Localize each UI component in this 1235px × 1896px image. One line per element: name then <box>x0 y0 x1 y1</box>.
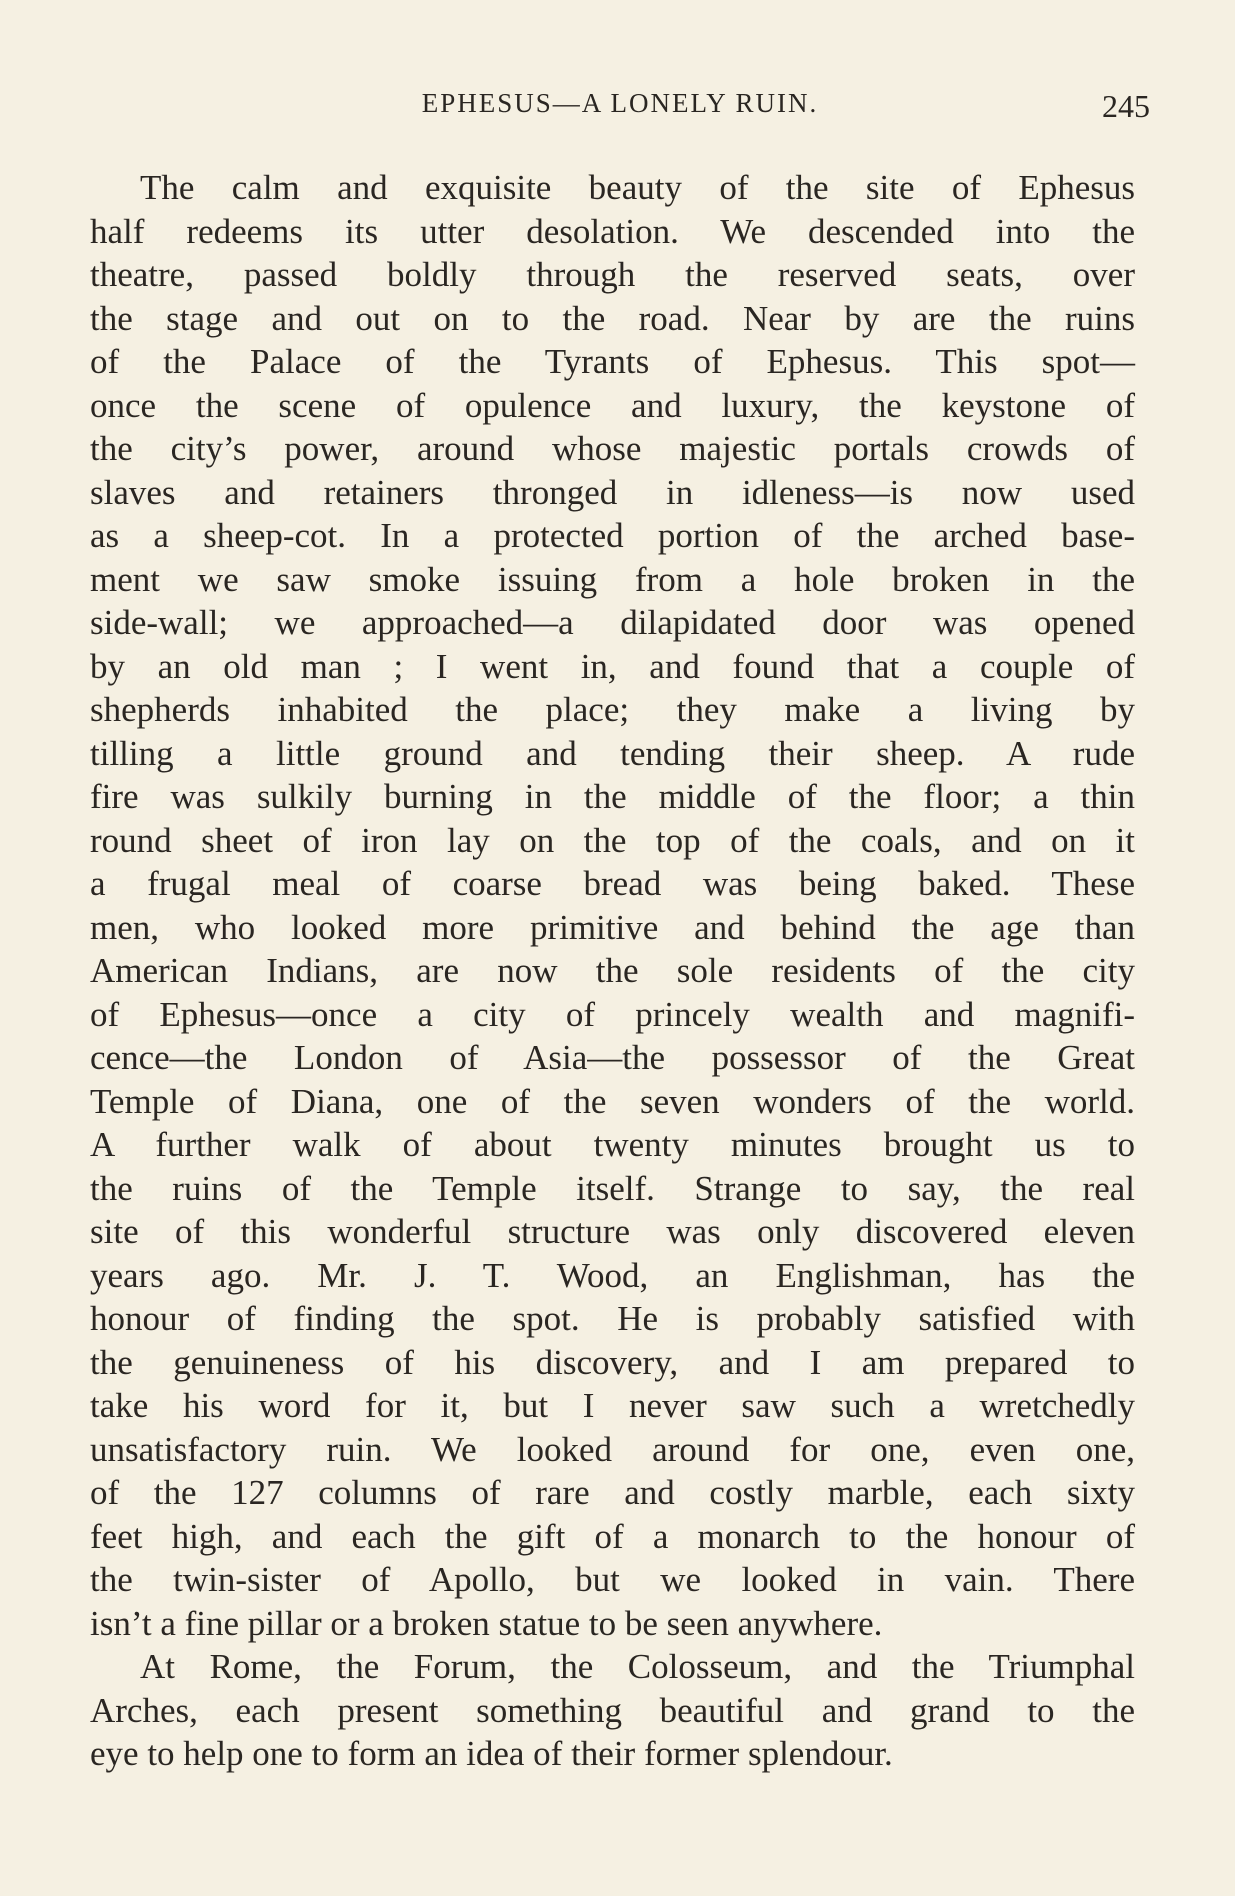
text-line: once the scene of opulence and luxury, the keystone of <box>90 385 1135 425</box>
text-line: of Ephesus—once a city of princely wealth and magnifi- <box>90 994 1135 1034</box>
text-line: the twin-sister of Apollo, but we looked in vain. There <box>90 1560 1135 1599</box>
text-line: shepherds inhabited the place; they make a living by <box>90 690 1135 729</box>
text-line: side-wall; we approached—a dilapidated door was opened <box>90 603 1135 642</box>
text-line: the ruins of the Temple itself. Strange to say, the real <box>90 1168 1135 1208</box>
text-line: feet high, and each the gift of a monarch to the honour of <box>90 1516 1135 1556</box>
text-line: fire was sulkily burning in the middle of the floor; a thin <box>90 777 1135 816</box>
text-line: the stage and out on to the road. Near by are the ruins <box>90 298 1135 338</box>
text-line: The calm and exquisite beauty of the site of Ephesus <box>140 168 1135 207</box>
text-line: honour of finding the spot. He is probably satisfied with <box>90 1299 1135 1338</box>
text-line: of the Palace of the Tyrants of Ephesus. This spot— <box>90 342 1135 381</box>
text-line: of the 127 columns of rare and costly marble, each sixty <box>90 1473 1135 1512</box>
text-line: site of this wonderful structure was only discovered eleven <box>90 1212 1135 1251</box>
text-line: Temple of Diana, one of the seven wonders of the world. <box>90 1081 1135 1121</box>
text-line: round sheet of iron lay on the top of the coals, and on it <box>90 820 1135 860</box>
text-line: as a sheep-cot. In a protected portion of the arched base- <box>90 516 1135 555</box>
text-line: unsatisfactory ruin. We looked around for one, even one, <box>90 1429 1135 1469</box>
text-line: isn’t a fine pillar or a broken statue to be seen anywhere. <box>90 1603 883 1643</box>
body-text <box>90 166 1135 1776</box>
text-line: the genuineness of his discovery, and I am prepared to <box>90 1342 1135 1382</box>
text-line: American Indians, are now the sole residents of the city <box>90 951 1135 990</box>
text-line: slaves and retainers thronged in idleness—is now used <box>90 472 1135 512</box>
text-line: the city’s power, around whose majestic portals crowds of <box>90 429 1135 468</box>
paragraph-2 <box>90 1645 1135 1776</box>
text-line: men, who looked more primitive and behind the age than <box>90 907 1135 947</box>
text-line: theatre, passed boldly through the reserved seats, over <box>90 255 1135 294</box>
text-line: half redeems its utter desolation. We descended into the <box>90 211 1135 251</box>
text-line: tilling a little ground and tending their sheep. A rude <box>90 733 1135 773</box>
text-line: A further walk of about twenty minutes brought us to <box>90 1125 1135 1164</box>
text-line: Arches, each present something beautiful and grand to the <box>90 1690 1135 1730</box>
text-line: ment we saw smoke issuing from a hole broken in the <box>90 559 1135 599</box>
page-number: 245 <box>1102 88 1150 124</box>
text-line: At Rome, the Forum, the Colosseum, and the Triumphal <box>140 1647 1135 1686</box>
text-line: cence—the London of Asia—the possessor of the Great <box>90 1038 1135 1077</box>
running-head-title: EPHESUS—A LONELY RUIN. <box>421 88 819 118</box>
text-line: take his word for it, but I never saw such a wretchedly <box>90 1386 1135 1425</box>
text-line: a frugal meal of coarse bread was being baked. These <box>90 864 1135 903</box>
text-line: years ago. Mr. J. T. Wood, an Englishman, has the <box>90 1255 1135 1295</box>
text-line: eye to help one to form an idea of their former splendour. <box>90 1734 893 1773</box>
text-line: by an old man ; I went in, and found that a couple of <box>90 646 1135 686</box>
paragraph-1 <box>90 166 1135 1645</box>
running-head <box>90 88 1150 128</box>
